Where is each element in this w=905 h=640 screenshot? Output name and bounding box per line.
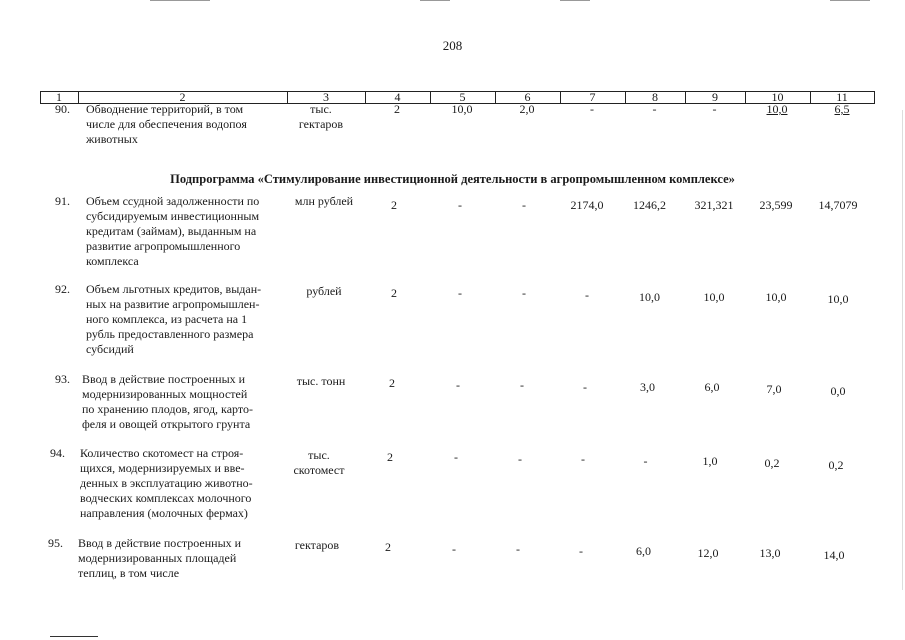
row-95-col-9: 12,0 [697, 546, 719, 560]
row-94-unit [280, 448, 358, 478]
row-95-col-7: - [579, 544, 583, 558]
unit-line: гектаров [294, 538, 340, 552]
row-94-col-8: - [643, 454, 648, 468]
row-95-col-10: 13,0 [759, 546, 781, 560]
desc-line: денных в эксплуатацию животно- [80, 476, 253, 490]
header-col-11: 11 [836, 90, 848, 104]
unit-line: гектаров [298, 117, 344, 131]
row-94-col-4: 2 [387, 450, 393, 464]
row-91-col-4: 2 [391, 198, 397, 212]
row-90-number: 90. [55, 102, 70, 116]
row-91-col-9: 321,321 [694, 198, 734, 212]
row-92-col-8: 10,0 [639, 290, 660, 304]
row-93-col-7: - [583, 380, 587, 394]
row-92-col-11: 10,0 [827, 292, 849, 306]
subprogram-title: Подпрограмма «Стимулирование инвестиционной деятельности в агропромышленном комплексе» [170, 172, 735, 186]
row-94-description [80, 446, 275, 521]
row-92-col-9: 10,0 [703, 290, 725, 304]
header-col-4: 4 [394, 90, 401, 104]
header-col-6: 6 [524, 90, 531, 104]
row-94-col-5: - [454, 450, 458, 464]
desc-line: Ввод в действие построенных и [78, 536, 242, 550]
desc-line: Обводнение территорий, в том [86, 102, 244, 116]
row-95-number: 95. [48, 536, 63, 550]
header-col-3: 3 [323, 90, 329, 104]
row-95-col-5: - [452, 542, 456, 556]
desc-line: Объем ссудной задолженности по [86, 194, 260, 208]
row-91-number: 91. [55, 194, 70, 208]
desc-line: ных на развитие агропромышлен- [86, 297, 260, 311]
row-93-col-10: 7,0 [766, 382, 782, 396]
desc-line: комплекса [86, 254, 139, 268]
row-92-col-6: - [522, 286, 526, 300]
desc-line: ного комплекса, из расчета на 1 [86, 312, 248, 326]
row-90-col-7: - [590, 102, 594, 116]
row-93-col-5: - [456, 378, 460, 392]
header-col-1: 1 [56, 90, 62, 104]
row-93-col-8: 3,0 [640, 380, 655, 394]
scan-edge [150, 0, 210, 1]
row-90-col-10: 10,0 [766, 102, 788, 116]
row-94-col-11: 0,2 [828, 458, 844, 472]
row-91-col-11: 14,7079 [818, 198, 858, 212]
header-col-5: 5 [459, 90, 466, 104]
row-95-col-11: 14,0 [823, 548, 845, 562]
desc-line: числе для обеспечения водопоя [86, 117, 247, 131]
row-93-description [82, 372, 276, 432]
row-95-col-6: - [516, 542, 520, 556]
row-91-unit [285, 194, 363, 209]
row-93-unit [282, 374, 360, 389]
row-90-col-9: - [712, 102, 717, 116]
row-92-col-10: 10,0 [765, 290, 787, 304]
row-90-unit [285, 102, 357, 132]
row-93-col-4: 2 [389, 376, 395, 390]
row-94-col-10: 0,2 [764, 456, 780, 470]
scan-edge [420, 0, 450, 1]
row-92-col-4: 2 [391, 286, 397, 300]
row-90-col-11: 6,5 [834, 102, 850, 116]
row-95-col-8: 6,0 [636, 544, 651, 558]
unit-line: скотомест [293, 463, 345, 477]
desc-line: субсидий [86, 342, 134, 356]
desc-line: водческих комплексах молочного [80, 491, 252, 505]
header-col-10: 10 [771, 90, 784, 104]
row-92-col-5: - [458, 286, 462, 300]
row-94-col-7: - [581, 452, 585, 466]
row-90-col-6: 2,0 [519, 102, 535, 116]
desc-line: кредитам (займам), выданным на [86, 224, 257, 238]
row-95-unit [278, 538, 356, 553]
desc-line: теплиц, в том числе [78, 566, 180, 580]
desc-line: направления (молочных фермах) [80, 506, 248, 520]
row-92-unit [285, 284, 363, 299]
row-91-col-8: 1246,2 [633, 198, 666, 212]
row-91-description [86, 194, 280, 269]
desc-line: субсидируемым инвестиционным [86, 209, 260, 223]
unit-line: тыс. [308, 448, 330, 462]
unit-line: рублей [306, 284, 342, 298]
row-94-col-9: 1,0 [702, 454, 718, 468]
desc-line: Ввод в действие построенных и [82, 372, 246, 386]
header-col-2: 2 [179, 90, 186, 104]
desc-line: Объем льготных кредитов, выдан- [86, 282, 262, 296]
desc-line: феля и овощей открытого грунта [82, 417, 251, 431]
row-95-col-4: 2 [385, 540, 391, 554]
row-91-col-6: - [522, 198, 526, 212]
row-94-col-6: - [518, 452, 522, 466]
desc-line: рубль предоставленного размера [86, 327, 254, 341]
desc-line: модернизированных площадей [78, 551, 237, 565]
row-92-col-7: - [585, 288, 589, 302]
row-91-col-10: 23,599 [759, 198, 793, 212]
unit-line: тыс. тонн [296, 374, 346, 388]
row-90-col-5: 10,0 [451, 102, 473, 116]
row-90-col-4: 2 [394, 102, 400, 116]
scan-edge [830, 0, 870, 1]
header-col-7: 7 [589, 90, 596, 104]
row-94-number: 94. [50, 446, 65, 460]
desc-line: модернизированных мощностей [82, 387, 248, 401]
header-col-8: 8 [652, 90, 658, 104]
unit-line: тыс. [310, 102, 332, 116]
desc-line: по хранению плодов, ягод, карто- [82, 402, 253, 416]
row-90-col-8: - [652, 102, 657, 116]
row-90-description [86, 102, 280, 147]
row-95-description [78, 536, 273, 581]
header-col-9: 9 [712, 90, 718, 104]
footnote-rule [50, 636, 98, 637]
row-91-col-7: 2174,0 [570, 198, 604, 212]
row-92-description [86, 282, 280, 357]
desc-line: животных [86, 132, 138, 146]
row-93-col-11: 0,0 [830, 384, 846, 398]
scan-edge [560, 0, 590, 1]
row-92-number: 92. [55, 282, 70, 296]
unit-line: млн рублей [294, 194, 354, 208]
desc-line: развитие агропромышленного [86, 239, 241, 253]
row-93-number: 93. [55, 372, 70, 386]
page-number: 208 [442, 38, 463, 53]
row-91-col-5: - [458, 198, 462, 212]
row-93-col-6: - [520, 378, 524, 392]
row-93-col-9: 6,0 [704, 380, 720, 394]
desc-line: щихся, модернизируемых и вве- [80, 461, 245, 475]
desc-line: Количество скотомест на строя- [80, 446, 244, 460]
